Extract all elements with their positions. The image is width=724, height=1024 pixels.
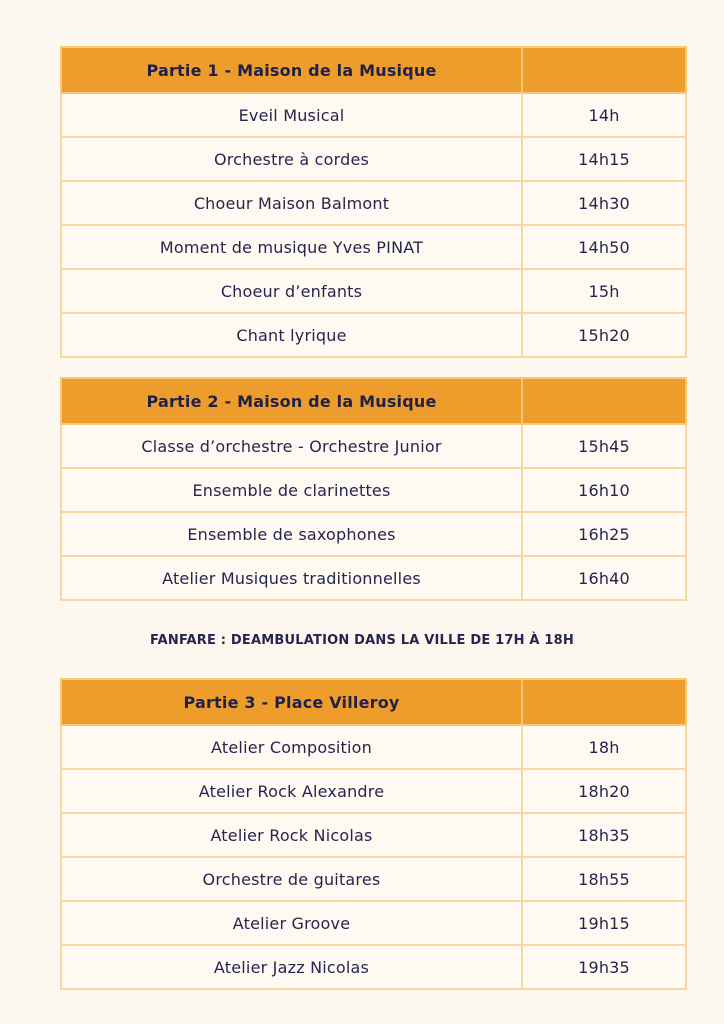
performance-name: Atelier Composition xyxy=(61,725,522,769)
header-empty-cell xyxy=(522,679,686,725)
performance-name: Eveil Musical xyxy=(61,93,522,137)
table-row xyxy=(61,901,686,945)
performance-time: 15h xyxy=(522,269,686,313)
table-row xyxy=(61,945,686,989)
table-row xyxy=(61,424,686,468)
performance-time: 15h45 xyxy=(522,424,686,468)
header-empty-cell xyxy=(522,47,686,93)
performance-name: Choeur Maison Balmont xyxy=(61,181,522,225)
performance-name: Atelier Rock Nicolas xyxy=(61,813,522,857)
performance-time: 16h25 xyxy=(522,512,686,556)
performance-time: 14h xyxy=(522,93,686,137)
performance-name: Ensemble de saxophones xyxy=(61,512,522,556)
table-row xyxy=(61,269,686,313)
performance-time: 18h20 xyxy=(522,769,686,813)
table-row xyxy=(61,313,686,357)
table-row xyxy=(61,769,686,813)
performance-name: Ensemble de clarinettes xyxy=(61,468,522,512)
performance-time: 16h40 xyxy=(522,556,686,600)
table-row xyxy=(61,512,686,556)
fanfare-announcement: FANFARE : DEAMBULATION DANS LA VILLE DE 17H À 18H xyxy=(150,633,574,648)
performance-time: 18h35 xyxy=(522,813,686,857)
part-title: Partie 1 - Maison de la Musique xyxy=(61,47,522,93)
table-row xyxy=(61,137,686,181)
performance-name: Orchestre à cordes xyxy=(61,137,522,181)
performance-name: Chant lyrique xyxy=(61,313,522,357)
part-title: Partie 3 - Place Villeroy xyxy=(61,679,522,725)
table-row xyxy=(61,93,686,137)
performance-time: 18h55 xyxy=(522,857,686,901)
table-row xyxy=(61,813,686,857)
table-row xyxy=(61,725,686,769)
table-row xyxy=(61,857,686,901)
performance-name: Atelier Jazz Nicolas xyxy=(61,945,522,989)
table-header-row xyxy=(61,47,686,93)
performance-time: 14h30 xyxy=(522,181,686,225)
header-empty-cell xyxy=(522,378,686,424)
performance-name: Atelier Groove xyxy=(61,901,522,945)
performance-name: Moment de musique Yves PINAT xyxy=(61,225,522,269)
part-title: Partie 2 - Maison de la Musique xyxy=(61,378,522,424)
table-row xyxy=(61,556,686,600)
performance-time: 18h xyxy=(522,725,686,769)
schedule-table-part-3 xyxy=(60,678,687,990)
schedule-table-part-1 xyxy=(60,46,687,358)
performance-time: 14h50 xyxy=(522,225,686,269)
performance-name: Atelier Musiques traditionnelles xyxy=(61,556,522,600)
performance-name: Atelier Rock Alexandre xyxy=(61,769,522,813)
performance-time: 19h15 xyxy=(522,901,686,945)
table-header-row xyxy=(61,679,686,725)
table-row xyxy=(61,468,686,512)
table-row xyxy=(61,225,686,269)
performance-name: Orchestre de guitares xyxy=(61,857,522,901)
performance-time: 19h35 xyxy=(522,945,686,989)
schedule-table-part-2 xyxy=(60,377,687,601)
performance-time: 15h20 xyxy=(522,313,686,357)
table-header-row xyxy=(61,378,686,424)
table-row xyxy=(61,181,686,225)
performance-time: 14h15 xyxy=(522,137,686,181)
performance-name: Choeur d’enfants xyxy=(61,269,522,313)
performance-name: Classe d’orchestre - Orchestre Junior xyxy=(61,424,522,468)
performance-time: 16h10 xyxy=(522,468,686,512)
